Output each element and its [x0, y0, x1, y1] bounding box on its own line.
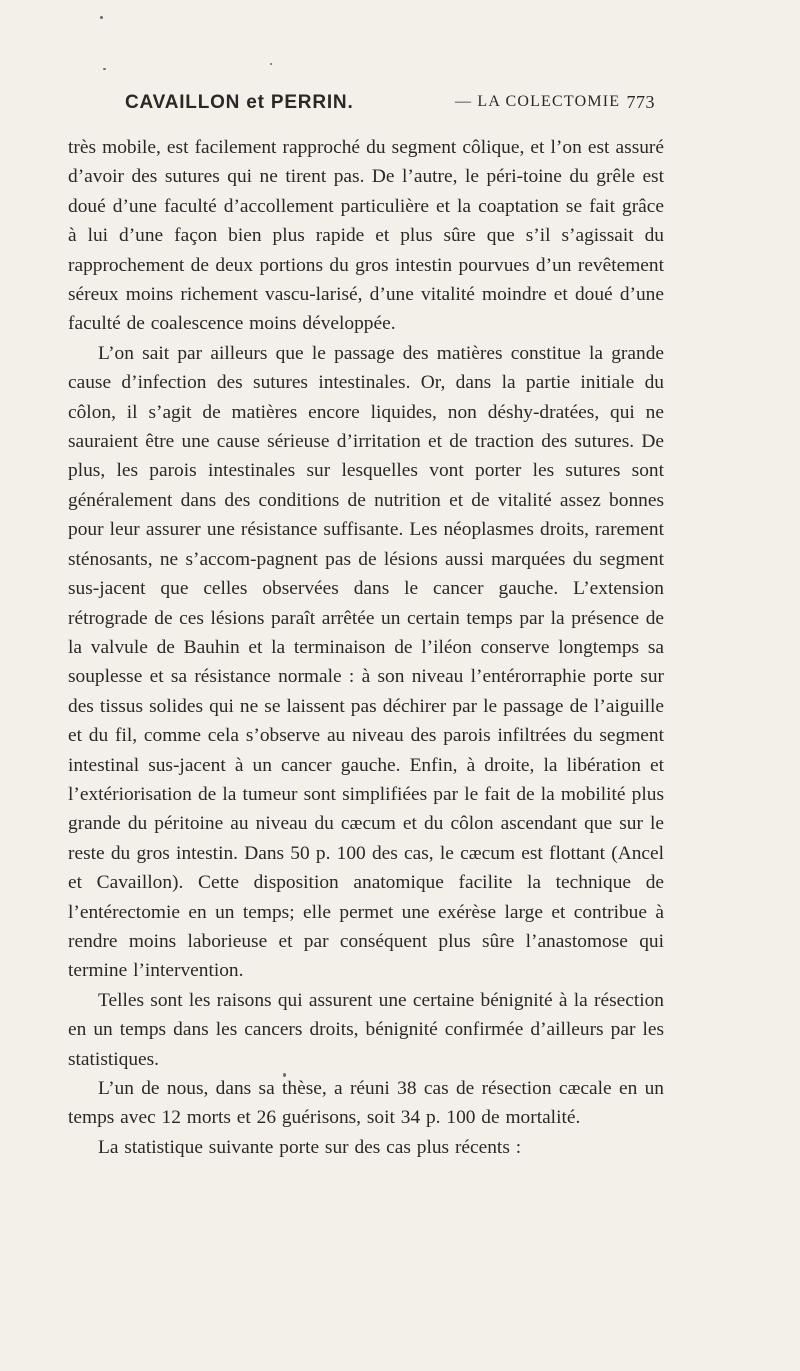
paragraph-3: Telles sont les raisons qui assurent une certaine bénignité à la résection en un temps dans les cancers droits, bénignité confirmée d’ailleurs par les statistiques. [68, 989, 664, 1070]
paragraph-2: L’on sait par ailleurs que le passage des matières constitue la grande cause d’infection des sutures intestinales. Or, dans la partie initiale du côlon, il s’agit de matières encore liquides, non déshy-dratées, qui ne sauraient être une cause sérieuse d’irritation et de traction des sutures. De plus, les parois intestinales sur lesquelles vont porter les sutures sont généralement dans des conditions de nutrition et de vitalité assez bonnes pour leur assurer une résistance suffisante. Les néoplasmes droits, rarement sténosants, ne s’accom-pagnent pas de lésions aussi marquées du segment sus-jacent que celles observées dans le cancer gauche. L’extension rétrograde de ces lésions paraît arrêtée un certain temps par la présence de la valvule de Bauhin et la terminaison de l’iléon conserve longtemps sa souplesse et sa résistance normale : à son niveau l’entérorraphie porte sur des tissus solides qui ne se laissent pas déchirer par le passage de l’aiguille et du fil, comme cela s’observe au niveau des parois infiltrées du segment intestinal sus-jacent à un cancer gauche. Enfin, à droite, la libération et l’extériorisation de la tumeur sont simplifiées par le fait de la mobilité plus grande du péritoine au niveau du cæcum et du côlon ascendant que sur le reste du gros intestin. Dans 50 p. 100 des cas, le cæcum est flottant (Ancel et Cavaillon). Cette disposition anatomique facilite la technique de l’entérectomie en un temps; elle permet une exérèse large et contribue à rendre moins laborieuse et par conséquent plus sûre l’anastomose qui termine l’intervention. [68, 342, 664, 982]
paragraph-1: très mobile, est facilement rapproché du segment côlique, et l’on est assuré d’avoir des sutures qui ne tirent pas. De l’autre, le péri-toine du grêle est doué d’une faculté d’accollement particulière et la coaptation se fait grâce à lui d’une façon bien plus rapide et plus sûre que s’il s’agissait du rapprochement de deux portions du gros intestin pourvues d’un revêtement séreux moins richement vascu-larisé, d’une vitalité moindre et doué d’une faculté de coalescence moins développée. [68, 137, 664, 335]
ink-speck [103, 68, 106, 70]
ink-speck [283, 1073, 286, 1077]
ink-speck [270, 63, 272, 65]
page-number: 773 [626, 92, 655, 112]
paragraph-4: L’un de nous, dans sa thèse, a réuni 38 cas de résection cæcale en un temps avec 12 morts et 26 guérisons, soit 34 p. 100 de mortalité. [68, 1078, 664, 1129]
paragraph-5: La statistique suivante porte sur des cas plus récents : [98, 1136, 522, 1158]
header-authors: CAVAILLON et PERRIN. [125, 92, 354, 113]
ink-speck [100, 16, 103, 19]
running-header [125, 92, 655, 120]
header-section-title: — LA COLECTOMIE [455, 93, 621, 110]
body-text [68, 133, 664, 1162]
